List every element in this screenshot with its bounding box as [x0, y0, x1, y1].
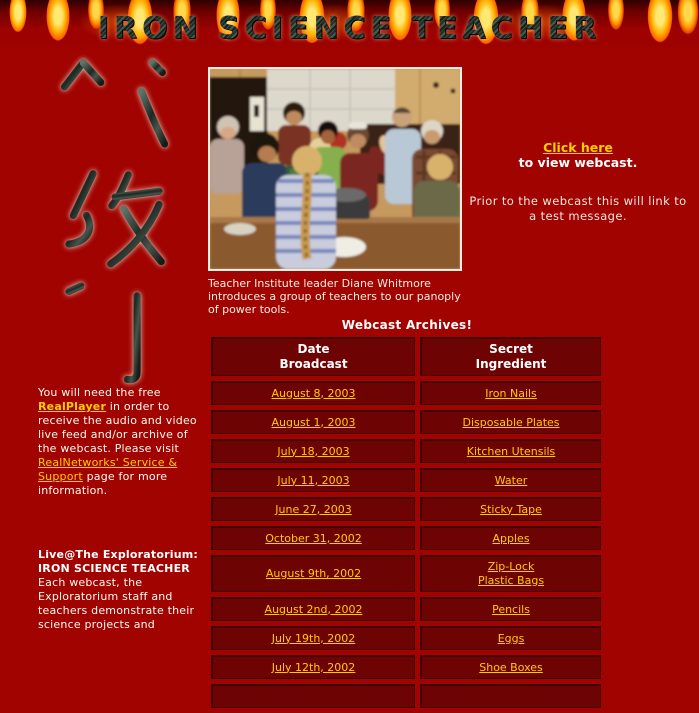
header-date-line2: Broadcast — [279, 357, 348, 371]
flame-banner — [0, 0, 699, 53]
live-heading-line1: Live@The Exploratorium: — [38, 548, 198, 561]
ingredient-link[interactable]: Kitchen Utensils — [466, 444, 556, 458]
date-link[interactable]: July 19th, 2002 — [271, 631, 356, 645]
table-row — [211, 526, 601, 550]
table-row — [211, 497, 601, 521]
table-row — [211, 468, 601, 492]
ingredient-link[interactable]: Disposable Plates — [462, 415, 560, 429]
date-link[interactable]: July 12th, 2002 — [271, 660, 356, 674]
header-date-line1: Date — [297, 342, 330, 356]
kanji-artwork — [58, 56, 170, 386]
click-here-link[interactable]: Click here — [543, 140, 613, 155]
header-ingredient-line2: Ingredient — [475, 357, 547, 371]
date-link[interactable]: October 31, 2002 — [265, 531, 362, 545]
date-link[interactable]: August 8, 2003 — [271, 386, 356, 400]
archives-header-row — [211, 337, 601, 376]
column-header-ingredient — [420, 337, 601, 376]
ingredient-line2: Plastic Bags — [477, 574, 545, 587]
date-link[interactable]: August 2nd, 2002 — [264, 602, 363, 616]
ingredient-link[interactable] — [424, 560, 598, 588]
live-heading-line2: IRON SCIENCE TEACHER — [38, 562, 190, 575]
ingredient-link[interactable]: Sticky Tape — [480, 502, 542, 516]
table-row — [211, 410, 601, 434]
table-row — [211, 439, 601, 463]
photo-scene — [210, 69, 460, 269]
table-row — [211, 626, 601, 650]
date-link[interactable]: June 27, 2003 — [275, 502, 352, 516]
webcast-link-block — [468, 140, 688, 224]
ingredient-link[interactable]: Shoe Boxes — [479, 660, 543, 674]
ingredient-link[interactable]: Apples — [492, 531, 530, 545]
rp-text-3: page for more information. — [38, 470, 168, 497]
ingredient-link[interactable]: Eggs — [497, 631, 525, 645]
realplayer-link[interactable]: RealPlayer — [38, 400, 107, 413]
ingredient-link[interactable]: Pencils — [492, 602, 530, 616]
rp-text-1: You will need the free — [38, 386, 161, 399]
rp-text-2: in order to receive the audio and video live feed and/or archive of the webcast. Please visit — [38, 400, 197, 455]
realplayer-paragraph — [38, 386, 200, 498]
column-header-date — [211, 337, 415, 376]
table-row — [211, 684, 601, 708]
photo-caption: Teacher Institute leader Diane Whitmore introduces a group of teachers to our panoply of power tools. — [208, 277, 461, 316]
kanji-iron-teacher-calligraphy — [58, 56, 170, 386]
page-title: IRON SCIENCE TEACHER — [0, 11, 699, 46]
archives-table — [206, 332, 606, 713]
table-row — [211, 555, 601, 592]
view-webcast-text: to view webcast. — [518, 155, 638, 170]
webcast-archives-heading: Webcast Archives! — [341, 318, 473, 332]
live-body-text: Each webcast, the Exploratorium staff and teachers demonstrate their science projects and — [38, 576, 195, 631]
header-ingredient-line1: Secret — [489, 342, 533, 356]
ingredient-link[interactable]: Water — [494, 473, 528, 487]
ingredient-line1: Zip-Lock — [487, 560, 535, 573]
table-row — [211, 655, 601, 679]
ingredient-link[interactable]: Iron Nails — [485, 386, 537, 400]
realnetworks-support-link[interactable]: RealNetworks' Service & Support — [38, 456, 178, 483]
table-row — [211, 597, 601, 621]
date-link[interactable]: August 1, 2003 — [271, 415, 356, 429]
live-exploratorium-block — [38, 548, 200, 632]
table-row — [211, 381, 601, 405]
date-link[interactable]: July 11, 2003 — [277, 473, 350, 487]
date-link[interactable]: July 18, 2003 — [277, 444, 350, 458]
webcast-note: Prior to the webcast this will link to a test message. — [469, 194, 687, 223]
photo-teachers-workshop — [208, 67, 462, 271]
date-link[interactable]: August 9th, 2002 — [265, 567, 362, 580]
